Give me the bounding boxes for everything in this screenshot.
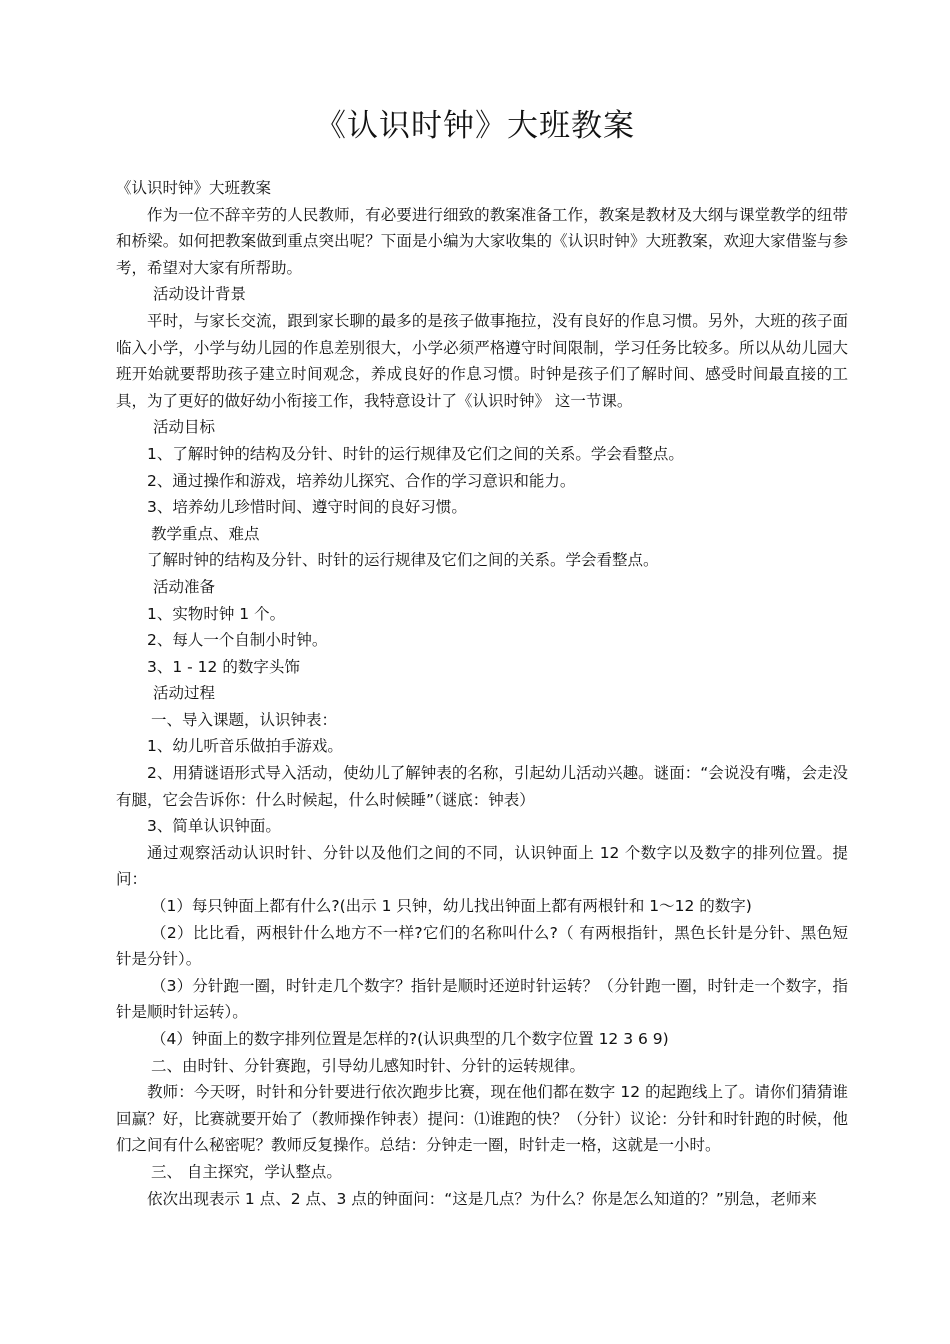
preparation-item: 2、每人一个自制小时钟。	[147, 631, 328, 650]
question-item: （4）钟面上的数字排列位置是怎样的?(认识典型的几个数字位置 12 3 6 9)	[151, 1030, 669, 1048]
preparation-item: 1、实物时钟 1 个。	[147, 604, 286, 623]
section-heading-preparation: 活动准备	[153, 577, 216, 596]
process-item: 1、幼儿听音乐做拍手游戏。	[147, 737, 343, 756]
section-heading-process: 活动过程	[153, 684, 216, 703]
subtitle-paragraph: 《认识时钟》大班教案	[116, 179, 272, 197]
process-step-heading: 一、导入课题，认识钟表：	[151, 710, 338, 729]
goal-item: 1、了解时钟的结构及分针、时针的运行规律及它们之间的关系。学会看整点。	[147, 444, 684, 463]
question-item: （2）比比看，两根针什么地方不一样?它们的名称叫什么?（ 有两根指针，黑色长针是分针、黑色短针是分针）。	[116, 923, 848, 969]
process-step-heading: 三、 自主探究，学认整点。	[151, 1162, 342, 1181]
question-item: （3）分针跑一圈，时针走几个数字？指针是顺时还逆时针运转？（分针跑一圈，时针走一个数字，指针是顺时针运转）。	[116, 976, 848, 1022]
preparation-item: 3、1 - 12 的数字头饰	[147, 657, 300, 676]
section-heading-goals: 活动目标	[153, 418, 216, 437]
process-paragraph: 通过观察活动认识时针、分针以及他们之间的不同，认识钟面上 12 个数字以及数字的排列位置。提问：	[116, 843, 848, 889]
process-paragraph: 教师：今天呀，时针和分针要进行依次跑步比赛，现在他们都在数字 12 的起跑线上了。请你们猜猜谁回赢？好，比赛就要开始了（教师操作钟表）提问：⑴谁跑的快？（分针）议论：分针和时针跑的时候，他们之间有什么秘密呢？教师反复操作。总结：分钟走一圈，时针走一格，这就是一小时。	[116, 1083, 848, 1155]
background-paragraph: 平时，与家长交流，跟到家长聊的最多的是孩子做事拖拉，没有良好的作息习惯。另外，大班的孩子面临入小学，小学与幼儿园的作息差别很大，小学必须严格遵守时间限制，学习任务比较多。所以从幼儿园大班开始就要帮助孩子建立时间观念，养成良好的作息习惯。时钟是孩子们了解时间、感受时间最直接的工具，为了更好的做好幼小衔接工作，我特意设计了《认识时钟》 这一节课。	[116, 311, 848, 410]
process-paragraph: 依次出现表示 1 点、2 点、3 点的钟面问：“这是几点？为什么？你是怎么知道的？”别急，老师来	[147, 1189, 817, 1208]
intro-paragraph: 作为一位不辞辛劳的人民教师，有必要进行细致的教案准备工作，教案是教材及大纲与课堂教学的纽带和桥梁。如何把教案做到重点突出呢？下面是小编为大家收集的《认识时钟》大班教案，欢迎大家借鉴与参考，希望对大家有所帮助。	[116, 205, 848, 277]
question-item: （1）每只钟面上都有什么?(出示 1 只钟，幼儿找出钟面上都有两根针和 1～12 的数字)	[151, 897, 752, 916]
goal-item: 2、通过操作和游戏，培养幼儿探究、合作的学习意识和能力。	[147, 471, 576, 490]
process-item: 2、用猜谜语形式导入活动，使幼儿了解钟表的名称，引起幼儿活动兴趣。谜面：“会说没有嘴，会走没有腿，它会告诉你：什么时候起，什么时候睡”（谜底：钟表）	[116, 764, 848, 809]
document-body	[116, 175, 848, 1212]
process-step-heading: 二、由时针、分针赛跑，引导幼儿感知时针、分针的运转规律。	[151, 1056, 586, 1075]
section-heading-key-points: 教学重点、难点	[151, 524, 260, 543]
document-title: 《认识时钟》大班教案	[315, 108, 635, 144]
key-points-paragraph: 了解时钟的结构及分针、时针的运行规律及它们之间的关系。学会看整点。	[147, 551, 659, 570]
goal-item: 3、培养幼儿珍惜时间、遵守时间的良好习惯。	[147, 498, 467, 517]
section-heading-background: 活动设计背景	[153, 285, 247, 304]
process-item: 3、简单认识钟面。	[147, 817, 281, 836]
